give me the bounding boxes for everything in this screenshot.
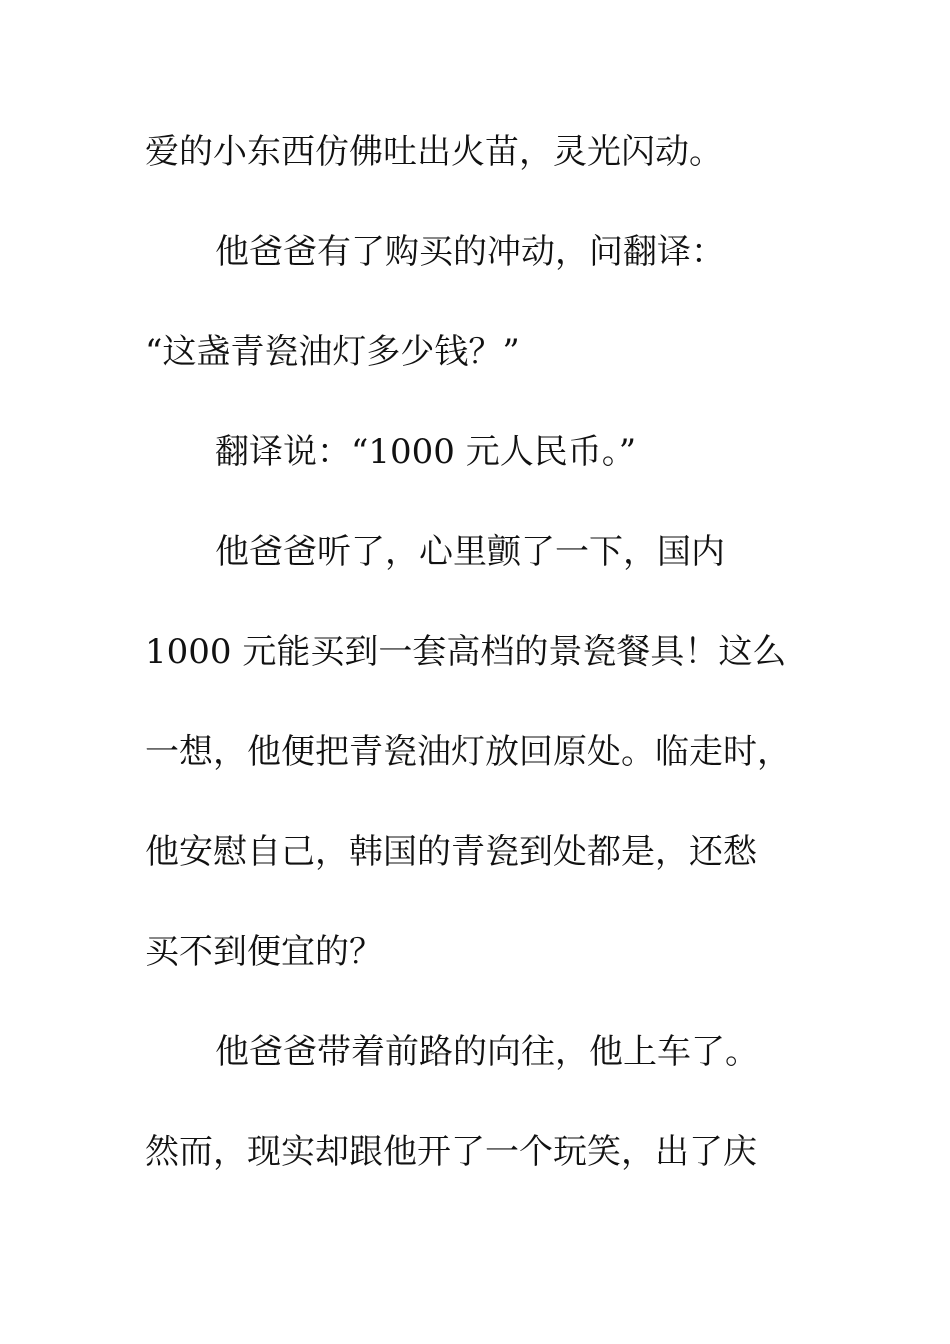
text-line: 1000 元能买到一套高档的景瓷餐具！这么 — [145, 632, 787, 672]
text-line: 一想，他便把青瓷油灯放回原处。临走时， — [145, 732, 791, 772]
text-line: 他爸爸有了购买的冲动，问翻译： — [215, 232, 725, 272]
text-line: 买不到便宜的？ — [145, 932, 383, 972]
text-line: 他爸爸听了，心里颤了一下，国内 — [215, 532, 725, 572]
text-line: 爱的小东西仿佛吐出火苗，灵光闪动。 — [145, 132, 723, 172]
text-line: 他爸爸带着前路的向往，他上车了。 — [215, 1032, 759, 1072]
text-line: “这盏青瓷油灯多少钱？” — [145, 332, 520, 372]
text-line: 然而，现实却跟他开了一个玩笑，出了庆 — [145, 1132, 757, 1172]
body-text — [145, 122, 805, 1222]
text-line: 翻译说：“1000 元人民币。” — [215, 432, 637, 472]
text-line: 他安慰自己，韩国的青瓷到处都是，还愁 — [145, 832, 757, 872]
